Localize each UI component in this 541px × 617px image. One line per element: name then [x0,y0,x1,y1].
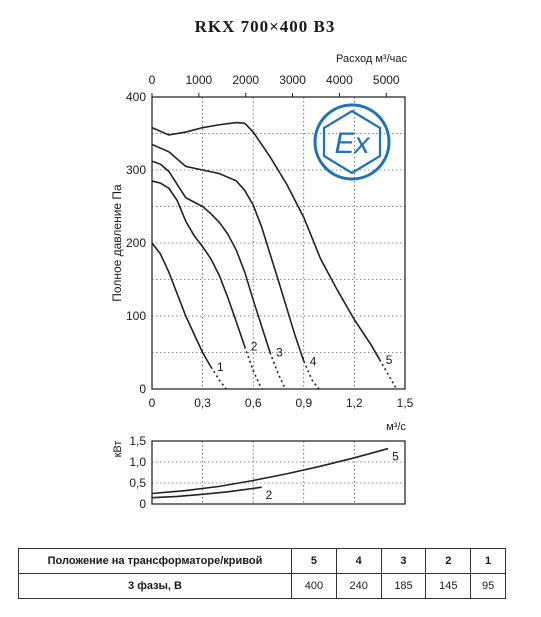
series-line-1 [152,243,211,367]
x-tick-label: 0,9 [295,396,313,410]
series-label: 3 [276,345,283,360]
power-series-label: 5 [392,449,399,464]
top-tick-label: 2000 [232,73,260,87]
table-header-cell: 1 [471,549,506,574]
power-grid [152,441,405,504]
table-row [19,549,506,574]
power-y-tick-label: 1,0 [129,455,146,469]
table-header-cell: 2 [426,549,471,574]
top-tick-label: 1000 [185,73,213,87]
pressure-x-ticks [149,396,414,410]
y-tick-label: 200 [125,236,146,250]
ex-badge [315,105,389,179]
top-tick-label: 0 [148,73,156,87]
y-axis-label: Полное давление Па [110,184,124,302]
power-plot-frame [152,441,405,504]
pressure-y-ticks [126,90,146,396]
series-line-4 [152,144,304,361]
top-tick-label: 5000 [372,73,400,87]
power-y-ticks [129,434,146,511]
series-label: 5 [385,352,393,367]
y-tick-label: 300 [125,163,146,177]
table-cell: 185 [381,574,426,599]
series-label: 1 [217,360,224,375]
series-label: 4 [309,354,317,369]
top-axis-ticks [149,73,400,97]
y-tick-label: 400 [125,90,146,104]
x-tick-label: 0 [148,396,156,410]
table-header-label: Положение на трансформаторе/кривой [19,549,292,574]
table-row-label: 3 фазы, В [19,574,292,599]
y-tick-label: 0 [139,382,146,396]
top-axis-label: Расход м³/час [336,53,407,65]
y-tick-label: 100 [125,309,146,323]
table-cell: 400 [292,574,337,599]
x-tick-label: 0,3 [194,396,211,410]
power-y-tick-label: 1,5 [129,434,146,448]
table-cell: 95 [471,574,506,599]
table-header-cell: 4 [336,549,381,574]
chart-title: RKX 700×400 B3 [194,17,336,36]
series-line-2 [152,181,245,347]
power-series-line-5 [152,449,388,494]
top-tick-label: 3000 [279,73,306,87]
series-label: 2 [250,339,258,354]
power-y-tick-label: 0,5 [129,476,146,490]
x-tick-label: 0,6 [244,396,262,410]
table-cell: 145 [426,574,471,599]
power-curve-labels [266,450,400,503]
table-header-cell: 3 [381,549,426,574]
table-header-cell: 5 [292,549,337,574]
pressure-curves [152,123,397,389]
power-y-tick-label: 0 [139,497,146,511]
table-cell: 240 [336,574,381,599]
power-series-label: 2 [265,488,273,503]
power-y-axis-label: кВт [112,440,124,458]
table-row [19,574,506,599]
x-axis-label: м³/с [386,421,406,433]
ex-badge-text: Ex [334,127,370,160]
transformer-table [18,548,506,599]
top-tick-label: 4000 [326,73,353,87]
x-tick-label: 1,2 [346,396,363,410]
x-tick-label: 1,5 [396,396,414,410]
